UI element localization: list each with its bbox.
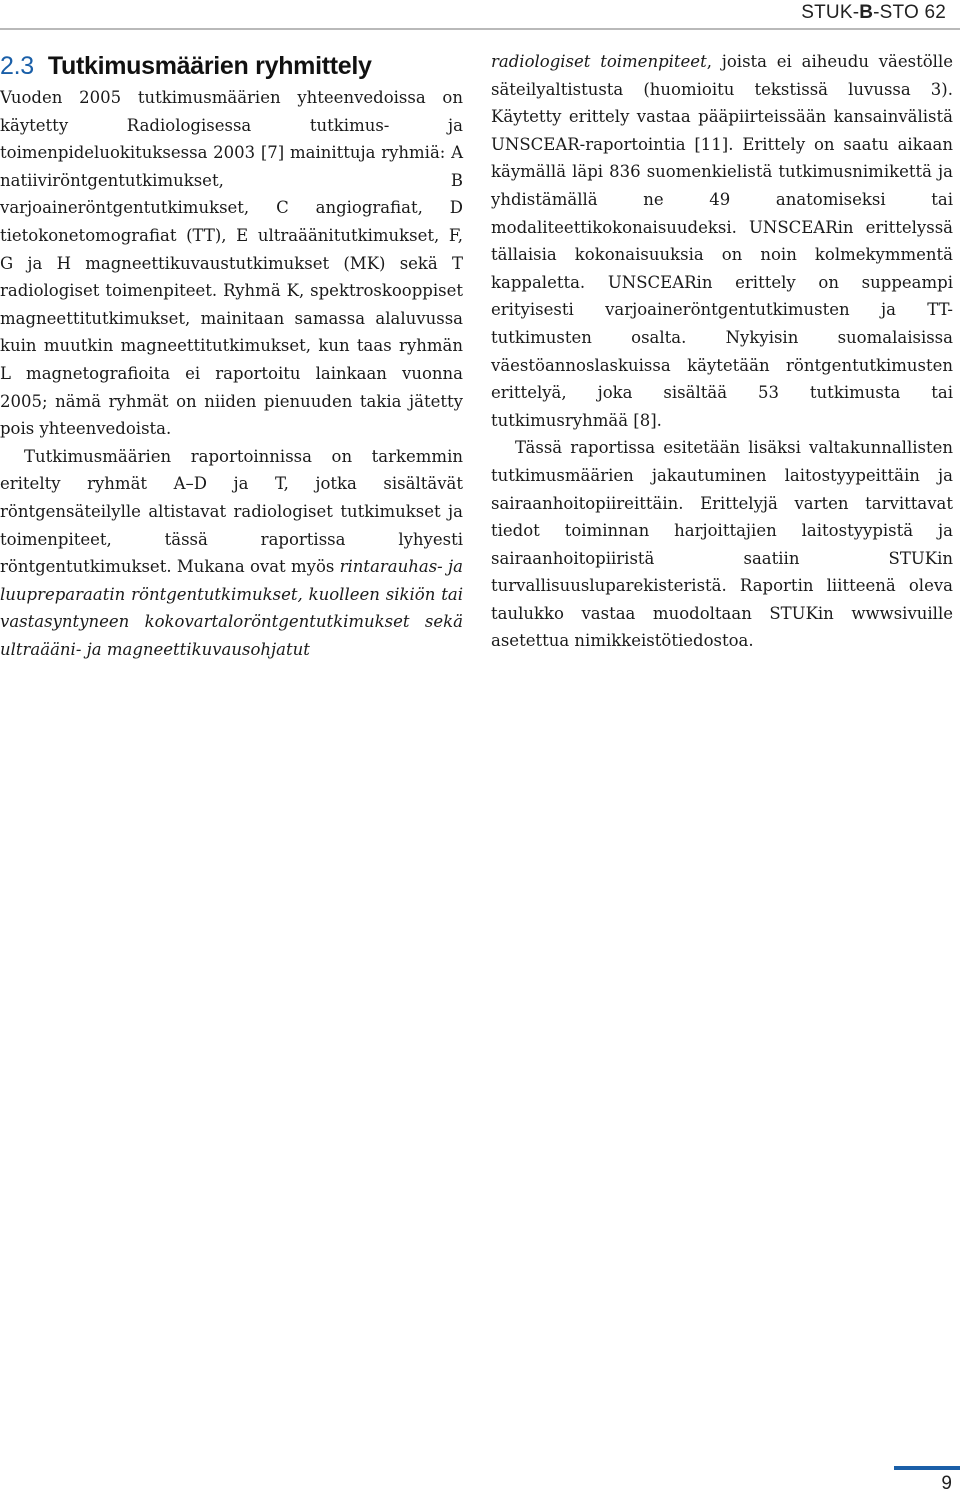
page-number: 9 <box>941 1473 952 1494</box>
header-divider <box>0 28 960 30</box>
right-paragraph-2: Tässä raportissa esitetään lisäksi valtakunnallisten tutkimusmäärien jakautuminen laitostyypeittäin ja sairaanhoitopiireittäin. Erittelyjä varten tarvittavat tiedot toiminnan harjoittajien laitostyypistä ja sairaanhoitopiiristä saatiin STUKin turvallisuusluparekisteristä. Raportin liitteenä oleva taulukko vastaa muodoltaan STUKin wwwsivuille asetettua nimikkeistötiedostoa. <box>491 438 953 651</box>
series-suffix: -STO 62 <box>873 2 946 23</box>
left-paragraph-2-italic: rintarauhas- ja luupreparaatin röntgentutkimukset, kuolleen sikiön tai vastasyntyneen kokovartaloröntgentutkimukset sekä ultraääni- ja magneettikuvausohjatut <box>0 557 463 659</box>
section-heading <box>0 48 463 84</box>
series-bold: B <box>859 2 874 23</box>
section-number: 2.3 <box>0 52 34 80</box>
footer-accent-bar <box>894 1466 960 1470</box>
page-header <box>0 0 960 30</box>
right-paragraph-1 <box>491 48 953 434</box>
report-series-label <box>801 2 946 24</box>
right-paragraph-1-italic: radiologiset toimenpiteet <box>491 52 707 71</box>
right-paragraph-1-text: , joista ei aiheudu väestölle säteilyaltistusta (huomioitu tekstissä luvussa 3). Käytetty erittely vastaa pääpiirteissään kansainvälistä UNSCEAR-raportointia [11]. Erittely on saatu aikaan käymällä läpi 836 suomenkielistä tutkimusnimikettä ja yhdistämällä ne 49 anatomiseksi tai modaliteettikokonaisuudeksi. UNSCEARin erittelyssä tällaisia kokonaisuuksia on noin kolmekymmentä kappaletta. UNSCEARin erittely on suppeampi erityisesti varjoaineröntgentutkimusten ja TT-tutkimusten osalta. Nykyisin suomalaisissa väestöannoslaskuissa käytetään röntgentutkimusten erittelyä, joka sisältää 53 tutkimusta tai tutkimusryhmää [8]. <box>491 52 954 430</box>
left-paragraph-1: Vuoden 2005 tutkimusmäärien yhteenvedoissa on käytetty Radiologisessa tutkimus- ja toimenpideluokituksessa 2003 [7] mainittuja ryhmiä: A natiiviröntgentutkimukset, B varjoaineröntgentutkimukset, C angiografiat, D tietokonetomografiat (TT), E ultraäänitutkimukset, F, G ja H magneettikuvaustutkimukset (MK) sekä T radiologiset toimenpiteet. Ryhmä K, spektroskooppiset magneettitutkimukset, mainitaan samassa alaluvussa kuin muutkin magneettitutkimukset, kun taas ryhmän L magnetografioita ei raportoitu lainkaan vuonna 2005; nämä ryhmät on niiden pienuuden takia jätetty pois yhteenvedoista. <box>0 88 463 439</box>
series-prefix: STUK- <box>801 2 860 23</box>
right-column <box>491 48 953 655</box>
left-paragraph-2 <box>0 443 463 664</box>
left-column <box>0 48 463 663</box>
section-title: Tutkimusmäärien ryhmittely <box>47 52 372 80</box>
left-paragraph-2-text: Tutkimusmäärien raportoinnissa on tarkemmin eritelty ryhmät A–D ja T, jotka sisältävät röntgensäteilylle altistavat radiologiset tutkimukset ja toimenpiteet, tässä raportissa lyhyesti röntgentutkimukset. Mukana ovat myös <box>0 446 463 577</box>
